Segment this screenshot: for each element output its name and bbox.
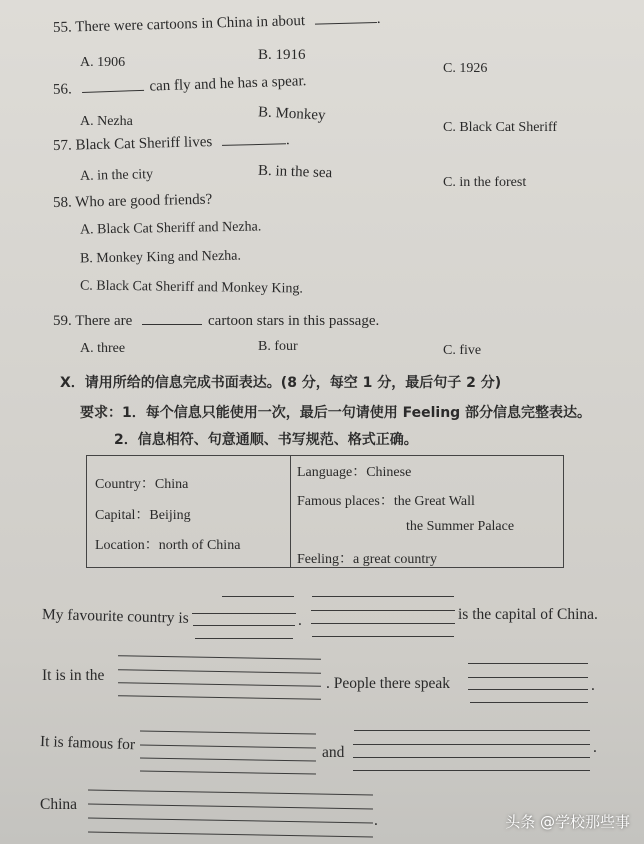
info-famous-places: Famous places：the Great Wall xyxy=(297,494,475,509)
question-58: 58. Who are good friends? xyxy=(52,191,213,211)
q58-option-a: A. Black Cat Sheriff and Nezha. xyxy=(79,219,262,238)
q56-option-b: B. Monkey xyxy=(257,104,326,124)
writing-blank[interactable] xyxy=(118,669,321,674)
q55-option-a: A. 1906 xyxy=(80,55,126,70)
question-59-blank xyxy=(142,323,202,325)
section-x-requirement-1: 要求：1．每个信息只能使用一次，最后一句请使用 Feeling 部分信息完整表达。 xyxy=(80,405,592,421)
writing-blank[interactable] xyxy=(88,818,373,824)
question-55-period: . xyxy=(376,10,381,27)
writing-blank[interactable] xyxy=(118,695,321,700)
info-language: Language：Chinese xyxy=(297,465,412,480)
section-x-title: X．请用所给的信息完成书面表达。(8 分，每空 1 分，最后句子 2 分) xyxy=(60,375,502,391)
q58-option-b: B. Monkey King and Nezha. xyxy=(79,248,242,267)
writing-line-4-end: . xyxy=(374,812,378,829)
writing-blank[interactable] xyxy=(88,804,373,810)
writing-blank[interactable] xyxy=(353,757,590,758)
writing-blank[interactable] xyxy=(222,596,294,597)
writing-blank[interactable] xyxy=(140,770,316,774)
info-location: Location：north of China xyxy=(95,538,241,553)
q56-option-c: C. Black Cat Sheriff xyxy=(443,120,558,135)
info-table-divider xyxy=(290,456,291,567)
question-56-stem: can fly and he has a spear. xyxy=(149,73,307,95)
question-57 xyxy=(53,132,290,155)
question-57-period: . xyxy=(285,132,290,149)
writing-blank[interactable] xyxy=(354,730,590,731)
q57-option-b: B. in the sea xyxy=(257,162,333,182)
writing-blank[interactable] xyxy=(312,596,454,597)
writing-line-1-end: is the capital of China. xyxy=(458,606,598,623)
writing-blank[interactable] xyxy=(353,744,590,745)
writing-blank[interactable] xyxy=(118,682,321,687)
writing-line-2-mid: . People there speak xyxy=(326,675,450,692)
writing-blank[interactable] xyxy=(468,663,588,664)
q59-option-b: B. four xyxy=(258,339,298,354)
watermark: 头条 @学校那些事 xyxy=(505,813,630,831)
writing-line-3-start: It is famous for xyxy=(39,733,136,754)
question-56 xyxy=(53,73,307,99)
info-country: Country：China xyxy=(95,477,189,492)
writing-blank[interactable] xyxy=(192,613,296,614)
writing-blank[interactable] xyxy=(468,677,588,678)
writing-blank[interactable] xyxy=(468,689,588,690)
writing-blank[interactable] xyxy=(195,638,293,639)
question-55-blank xyxy=(315,21,377,25)
writing-line-1-start: My favourite country is xyxy=(41,606,189,627)
q57-option-a: A. in the city xyxy=(79,167,154,184)
question-55 xyxy=(53,11,381,37)
writing-blank[interactable] xyxy=(311,623,455,624)
q55-option-b: B. 1916 xyxy=(258,47,306,63)
writing-line-2-end: . xyxy=(591,677,595,694)
writing-blank[interactable] xyxy=(193,625,295,626)
question-56-number: 56. xyxy=(52,81,73,98)
q59-option-a: A. three xyxy=(80,341,126,356)
question-59-stem-end: cartoon stars in this passage. xyxy=(208,313,380,329)
info-table xyxy=(86,455,564,568)
writing-blank[interactable] xyxy=(118,655,321,660)
writing-blank[interactable] xyxy=(140,744,316,748)
writing-line-4-start: China xyxy=(40,796,78,813)
writing-line-3-end: . xyxy=(593,739,597,756)
writing-blank[interactable] xyxy=(88,832,373,838)
writing-blank[interactable] xyxy=(311,610,455,611)
writing-line-2-start: It is in the xyxy=(42,667,105,684)
question-57-blank xyxy=(222,142,286,146)
writing-blank[interactable] xyxy=(140,757,316,761)
question-57-stem: 57. Black Cat Sheriff lives xyxy=(52,134,213,154)
question-55-stem: 55. There were cartoons in China in about xyxy=(52,12,306,36)
writing-blank[interactable] xyxy=(140,730,316,734)
writing-line-1-dot: . xyxy=(298,612,302,629)
q58-option-c: C. Black Cat Sheriff and Monkey King. xyxy=(79,278,304,297)
question-59-stem: 59. There are xyxy=(53,313,133,329)
section-x-requirement-2: 2．信息相符、句意通顺、书写规范、格式正确。 xyxy=(114,432,418,448)
writing-blank[interactable] xyxy=(88,790,373,796)
writing-blank[interactable] xyxy=(470,702,588,703)
q59-option-c: C. five xyxy=(443,343,482,358)
writing-line-3-mid: and xyxy=(322,744,345,761)
info-famous-places-2: the Summer Palace xyxy=(406,519,515,534)
info-capital: Capital：Beijing xyxy=(95,508,191,523)
writing-blank[interactable] xyxy=(312,636,454,637)
q57-option-c: C. in the forest xyxy=(443,175,527,190)
info-feeling: Feeling：a great country xyxy=(297,552,437,567)
writing-blank[interactable] xyxy=(353,770,590,771)
question-56-blank xyxy=(82,89,144,93)
q56-option-a: A. Nezha xyxy=(80,114,133,129)
question-59 xyxy=(53,313,379,330)
q55-option-c: C. 1926 xyxy=(443,61,488,76)
